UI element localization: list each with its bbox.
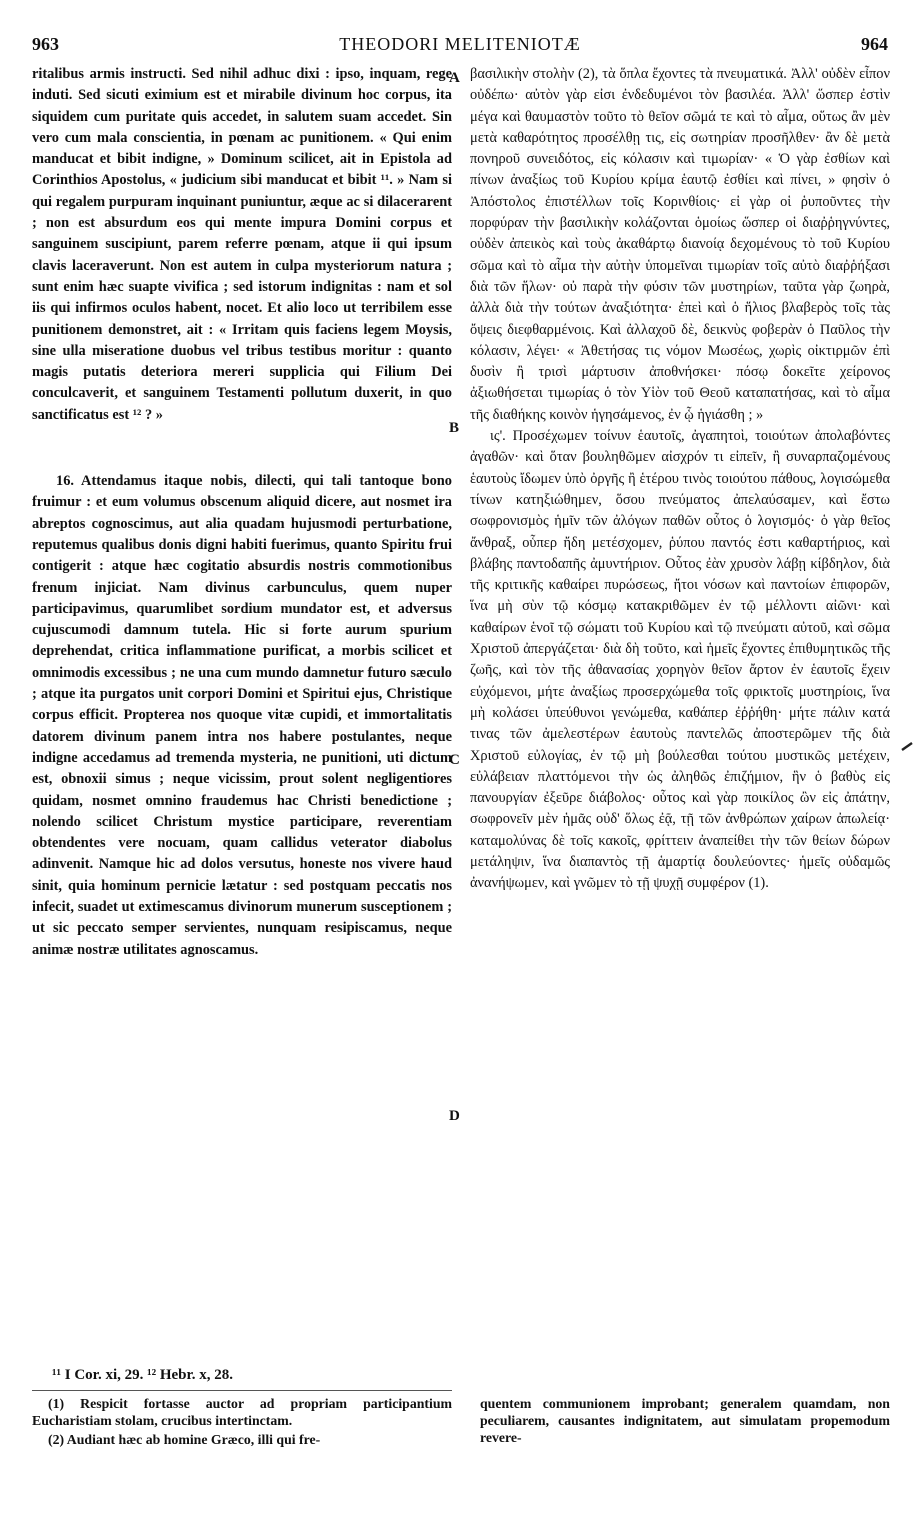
latin-paragraph-1: ritalibus armis instructi. Sed nihil adhuc dixi : ipso, inquam, rege induti. Sed sicuti eximium est et mirabile divinum hoc corpus, ita siquidem cum puritate quis accedet, in salutem suam accedet. Sin vero cum mala conscientia, in pœnam ac punitionem. « Qui enim manducat et bibit indigne, » Dominum scilicet, ait in Epistola ad Corinthios Apostolus, « judicium sibi manducat et bibit ¹¹. » Nam si qui regalem purpuram inquinant puniuntur, æque ac si dilacerarent ; non est absurdum eos qui mente impura Domini corpus et sanguinem suscipiunt, parem referre pœnam, atque ii qui ipsum clavis laceraverunt. Non est autem in culpa mysteriorum natura ; sunt enim hæc suapte vivifica ; sed istorum indignitas : nam et sol iis qui infirmos oculos habent, nocet. Et alio loco ut terribilem esse punitionem demonstret, ait : « Irritam quis faciens legem Moysis, sine ulla miseratione duobus vel tribus testibus moritur : quanto magis putatis deteriora mereri supplicia qui Filium Dei conculcaverit, et sanguinem Testamenti pollutum duxerit, in quo sanctificatus est ¹² ? » xyxy=(32,66,452,423)
scripture-references: ¹¹ I Cor. xi, 29. ¹² Hebr. x, 28. xyxy=(52,1367,234,1383)
greek-paragraph-2: ις'. Προσέχωμεν τοίνυν ἑαυτοῖς, ἀγαπητοὶ, τοιούτων ἀπολαβόντες ἀγαθῶν· καὶ ὅταν βουληθῶμεν αἰσχρόν τι εἰπεῖν, ἢ συναρπαζομένους ἑαυτοὺς ἴδωμεν ὑπὸ ὀργῆς ἢ ἑτέρου τινὸς τοιούτου πάθους, λογισώμεθα τίνων κατηξιώθημεν, ὅσου πνεύματος ἀπελαύσαμεν, καὶ ἔστω σωφρονισμὸς ἡμῖν τῶν ἀλόγων παθῶν οὗτος ὁ λογισμός· ὁ γὰρ θεῖος ἄνθραξ, οὗπερ ἤδη μετέσχομεν, ῥύπου παντός ἐστι καθαρτήριος, καὶ βλάβης παντοδαπῆς ἀμυντήριον. Οὗτος ἐὰν χρυσὸν λάβῃ κίβδηλον, διὰ τῆς κριτικῆς καθαίρει πυρώσεως, ἤτοι νόσων καὶ παντοίων ἐπιφορῶν, ἵνα μὴ σὺν τῷ κόσμῳ κατακριθῶμεν ἐν τῷ μέλλοντι αἰῶνι· καὶ καθαίρων ἑνοῖ τῷ σώματι τοῦ Κυρίου καὶ τῷ πνεύματι αὐτοῦ, καὶ σῶμα Χριστοῦ ἀπεργάζεται· διὰ δὴ τοῦτο, καὶ ἡμεῖς ἔχοντες ἐπιθυμητικῶς τῆς ζωῆς, καὶ τὸν τῆς ἀθανασίας χορηγὸν θεῖον ἄρτον ἐν ἑαυτοῖς ἔχειν εὐχόμενοι, μήτε ἀναξίως προσερχώμεθα τοῖς φρικτοῖς μυστηρίοις, ἵνα μὴ κολάσει ὑπεύθυνοι γενώμεθα, καθάπερ ἐῤῥήθη· μήτε πάλιν κατά τινας τῶν ἀμελεστέρων ἑαυτοὺς παντελῶς ἀποστερῶμεν τῆς διὰ Χριστοῦ εὐλογίας, ἐν τῷ μὴ βούλεσθαι τούτου μυστικῶς μετέχειν, εὐλάβειαν πλαττόμενοι τὴν ὡς ἀληθῶς ἐπιζήμιον, ἣν ὁ βαθὺς εἰς πανουργίαν ἐξεῦρε διάβολος· οὗτος καὶ γὰρ ποικίλος ὢν εἰς ἀπάτην, σωφρονεῖν μὲν ἡμᾶς οὐδ' ὅλως ἐᾷ, τῇ τῶν ἀνθρώπων χαίρων ἀπωλείᾳ· καταμολύνας δὲ τοῖς κακοῖς, φρίττειν ἀναπείθει τὴν τῶν θείων δώρων μετάληψιν, ἵνα διαπαντὸς τῇ ἁμαρτίᾳ δουλεύοντες· ἡμεῖς οὐδαμῶς ἀνανήψωμεν, καὶ γνῶμεν τὸ τῇ ψυχῇ συμφέρον (1). xyxy=(470,428,890,892)
margin-letter-b: B xyxy=(449,420,460,436)
margin-letter-c: C xyxy=(449,752,460,768)
greek-column xyxy=(470,64,890,895)
latin-paragraph-2: 16. Attendamus itaque nobis, dilecti, qui tali tantoque bono fruimur : et eum volumus obscenum aliquid dicere, aut nosmet ira abreptos cognoscimus, aut alia quadam hujusmodi perturbatione, reputemus qualibus donis digni habiti fuerimus, quanto Spiritu frui contigerit : atque hæc cogitatio absurdis nostris commotionibus frenum injiciat. Nam divinus carbunculus, quem nuper participavimus, quarumlibet sordium mundator est, et adversus cujuscumodi damnum tutela. Hic si forte aurum spurium deprehendat, critica inflammatione purificat, a morbis scilicet et omnimodis excessibus ; ne una cum mundo damnetur futuro sæculo ; atque ita purgatos unit corpori Domini et Spiritui ejus, Christique corpus efficit. Propterea nos quoque vitæ cupidi, et immortalitatis datorem divinum panem intra nos habere postulantes, neque indigne accedamus ad tremenda mysteria, ne punitioni, uti dictum est, obnoxii simus ; neque vicissim, prout solent negligentiores quidam, nosmet omnino fraudemus hac Christi benedictione ; nolendo scilicet Christum mystice participare, reverentiam obtendentes vere nocuam, quam callidus veterator diabolus adinvenit. Namque hic ad dolos versutus, honeste nos vivere haud sinit, quia hominum pernicie lætatur : sed postquam peccatis nos infecit, suadet ut extimescamus divinorum munerum susceptionem ; ut sic peccato semper servientes, nunquam resipiscamus, neque animæ nostræ utilitates agnoscamus. xyxy=(32,473,452,958)
latin-column xyxy=(32,64,452,961)
footnote-2: (2) Audiant hæc ab homine Græco, illi qui fre- xyxy=(48,1432,321,1447)
footnotes-left xyxy=(32,1395,452,1450)
running-title: THEODORI MELITENIOTÆ xyxy=(339,34,581,54)
margin-letter-a: A xyxy=(449,70,460,86)
page-header xyxy=(32,34,888,58)
margin-letter-d: D xyxy=(449,1108,460,1124)
margin-mark-icon xyxy=(901,740,913,754)
left-page-number: 963 xyxy=(32,34,59,54)
footnote-divider xyxy=(32,1390,452,1391)
right-page-number: 964 xyxy=(861,34,888,54)
footnote-2-continuation: quentem communionem improbant; generalem quamdam, non peculiarem, causantes indignitatem, aut simulatam propemodum revere- xyxy=(480,1396,890,1445)
greek-paragraph-1: βασιλικὴν στολὴν (2), τὰ ὅπλα ἔχοντες τὰ πνευματικά. Ἀλλ' οὐδὲν εἶπον οὐδέπω· αὐτὸν γὰρ εἰσι ἐνδεδυμένοι τὸν βασιλέα. Ἀλλ' ὥσπερ ἐστὶν μέγα καὶ θαυμαστὸν τοῦτο τὸ θεῖον σῶμά τε καὶ τὸ αἷμα, οὕτως ἂν μὲν μετὰ καθαρότητος προσέλθῃ τις, εἰς σωτηρίαν προσῆλθεν· ἂν δὲ μετὰ πονηροῦ συνειδότος, εἰς κόλασιν καὶ τιμωρίαν· « Ὁ γὰρ ἐσθίων καὶ πίνων ἀναξίως τοῦ Κυρίου κρίμα ἑαυτῷ ἐσθίει καὶ πίνει, » φησὶν ὁ Ἀπόστολος ἐπιστέλλων τοῖς Κορινθίοις· εἰ γὰρ οἱ ῥυποῦντες τὴν πορφύραν τὴν βασιλικὴν κολάζονται ὁμοίως ὥσπερ οἱ διαῤῥηγνύντες, οὐδὲν ἀπεικὸς καὶ τοὺς ἀκαθάρτῳ διανοίᾳ δεχομένους τὸ τοῦ Κυρίου σῶμα καὶ τὸ αἷμα τὴν αὐτὴν ὑπομεῖναι τιμωρίαν τοῖς αὐτὸ διαῤῥήξασι διὰ τῶν ἥλων· οὐ παρὰ τὴν φύσιν τῶν μυστηρίων, ταῦτα γὰρ ζωηρὰ, ἀλλὰ διὰ τὴν τούτων ἀναξιότητα· ἐπεὶ καὶ ὁ ἥλιος βλαβερὸς τοῖς τὰς ὄψεις διεφθαρμένοις. Καὶ ἀλλαχοῦ δὲ, δεικνὺς φοβερὰν ὁ Παῦλος τὴν κόλασιν, λέγει· « Ἀθετήσας τις νόμον Μωσέως, χωρὶς οἰκτιρμῶν ἐπὶ δυσὶν ἢ τρισὶ μάρτυσιν ἀποθνήσκει· πόσῳ δοκεῖτε χείρονος ἀξιωθήσεται τιμωρίας ὁ τὸν Υἱὸν τοῦ Θεοῦ καταπατήσας, καὶ τὸ αἷμα τῆς διαθήκης κοινὸν ἡγησάμενος, ἐν ᾧ ἡγιάσθη ; » xyxy=(470,66,890,423)
footnote-1: (1) Respicit fortasse auctor ad propriam participantium Eucharistiam stolam, crucibus intertinctam. xyxy=(32,1396,452,1428)
